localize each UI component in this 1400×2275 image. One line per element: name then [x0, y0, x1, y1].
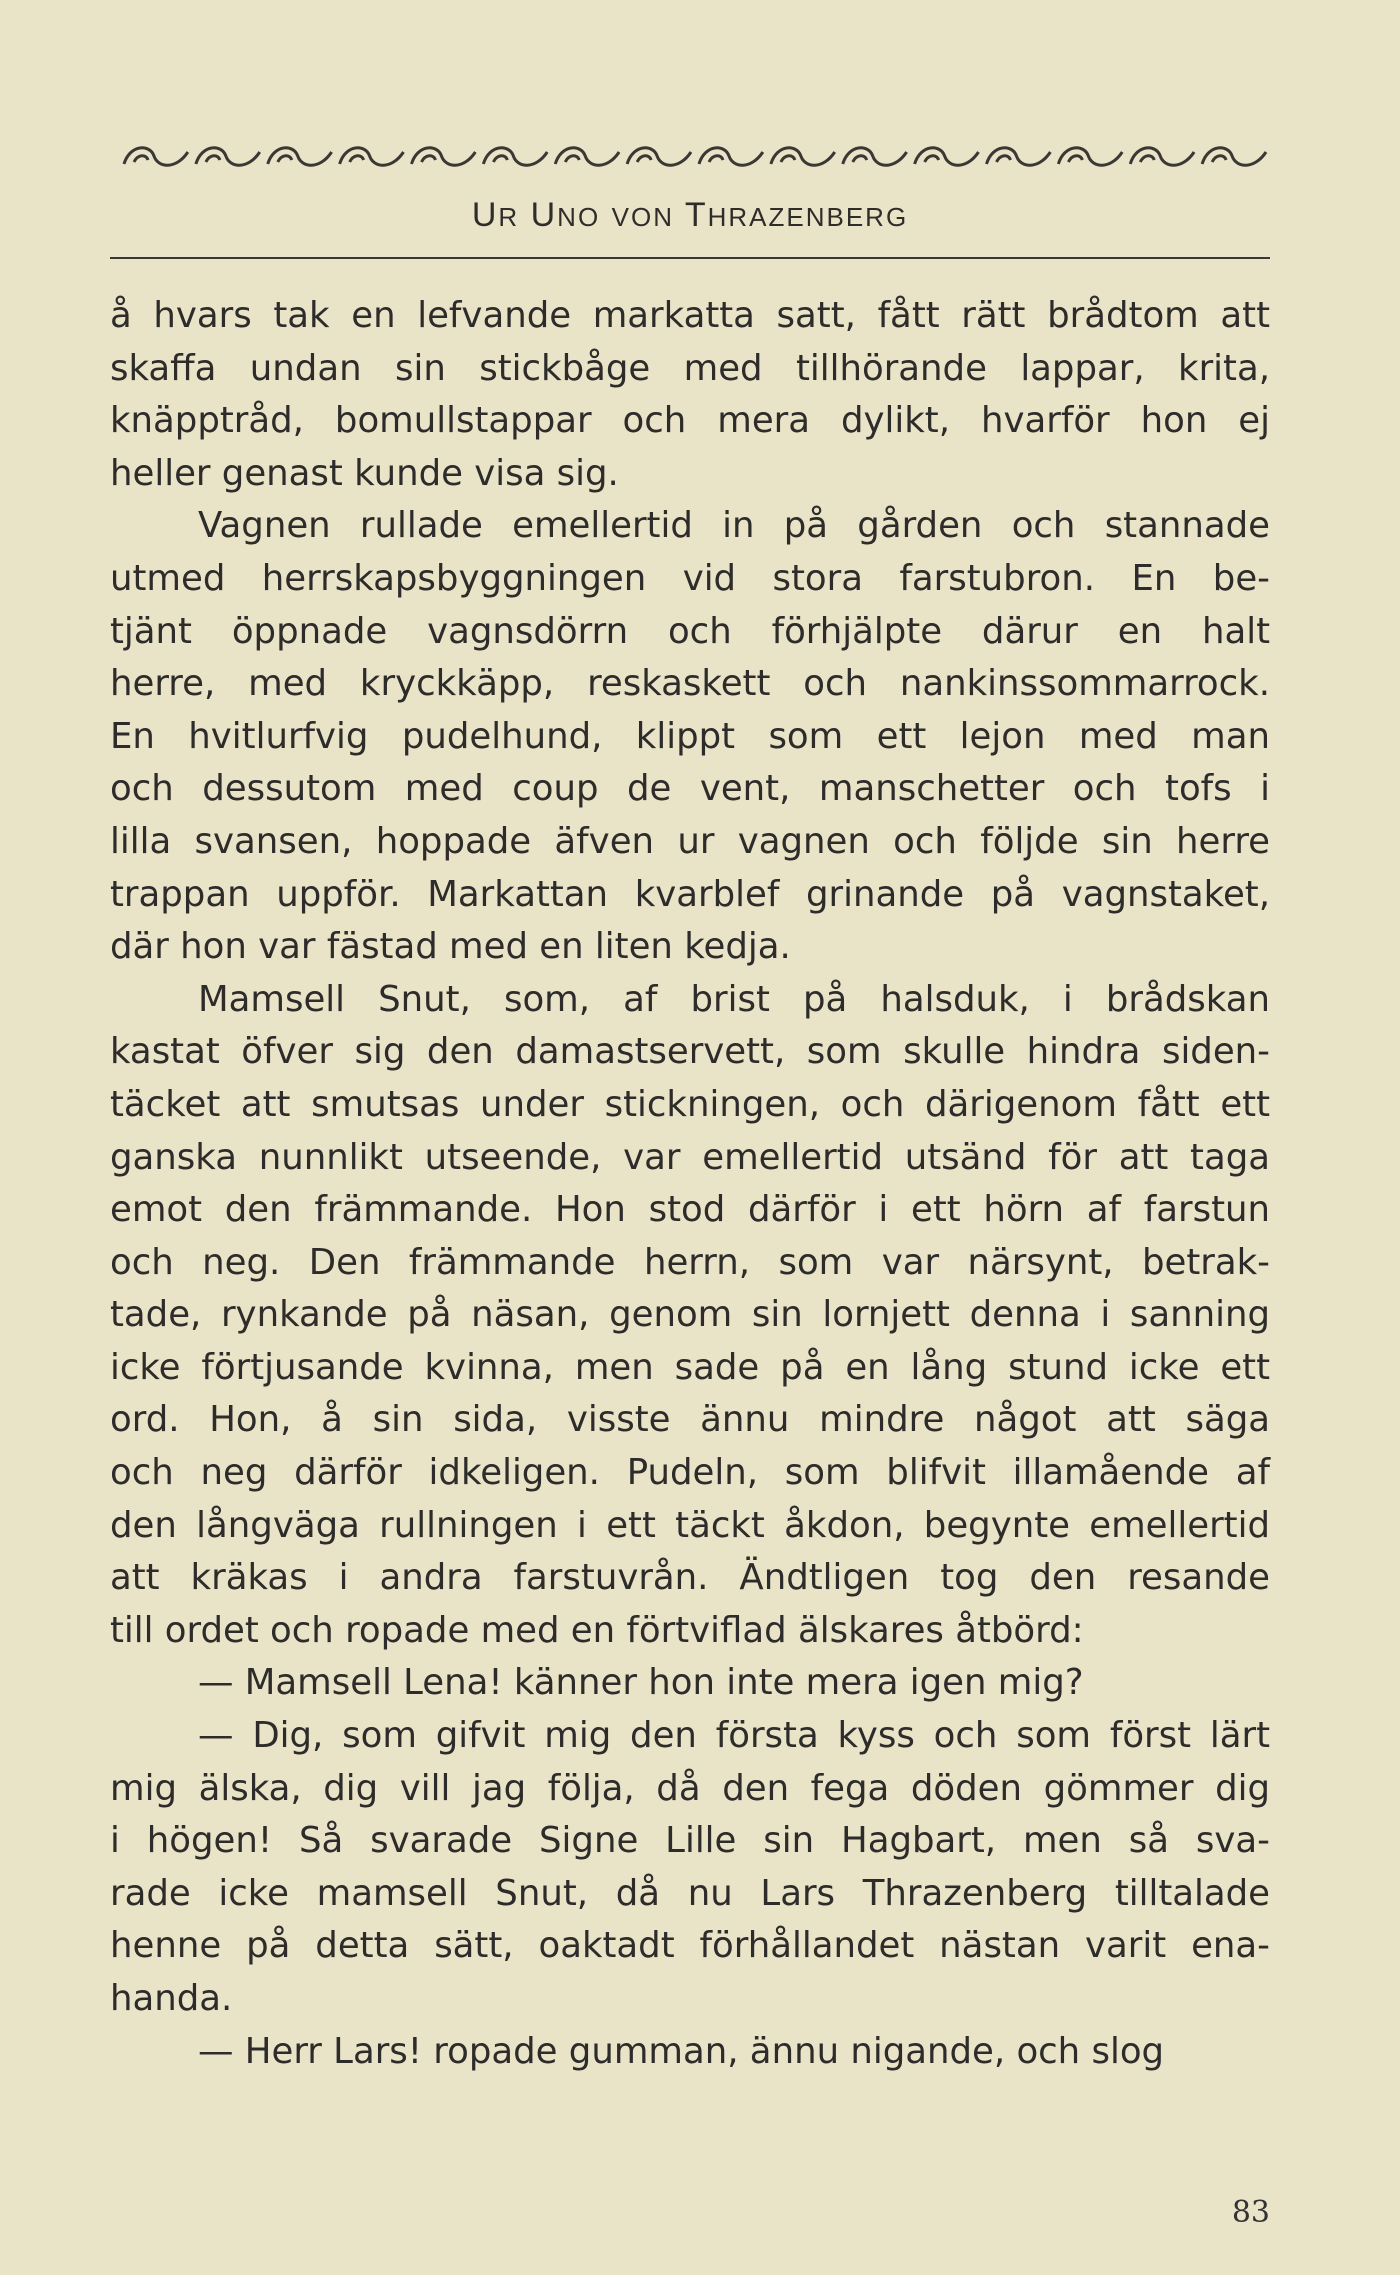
text-line: i högen! Så svarade Signe Lille sin Hagbart, men så sva-: [110, 1820, 1270, 1862]
running-head: [110, 196, 1270, 235]
text-line: handa.: [110, 1978, 233, 2019]
text-line: den långväga rullningen i ett täckt åkdon, begynte emellertid: [110, 1504, 1270, 1546]
text-line: till ordet och ropade med en förtviflad älskares åtbörd:: [110, 1609, 1084, 1651]
text-line: och neg. Den främmande herrn, som var närsynt, betrak-: [110, 1241, 1270, 1283]
ornament-scroll-icon: [987, 148, 1051, 165]
ornament-scroll-icon: [915, 148, 979, 165]
text-line: — Mamsell Lena! känner hon inte mera igen mig?: [198, 1662, 1084, 1704]
body-text: [110, 290, 1270, 2078]
text-line: och neg därför idkeligen. Pudeln, som blifvit illamående af: [110, 1452, 1270, 1494]
text-line: mig älska, dig vill jag följa, då den fega döden gömmer dig: [110, 1767, 1270, 1809]
running-head-part: NO: [557, 202, 601, 232]
text-line: ganska nunnlikt utseende, var emellertid utsänd för att taga: [110, 1136, 1270, 1178]
text-line: knäpptråd, bomullstappar och mera dylikt, hvarför hon ej: [110, 400, 1270, 442]
running-head-part: T: [684, 196, 708, 234]
text-line: heller genast kunde visa sig.: [110, 452, 619, 494]
text-line: täcket att smutsas under stickningen, och därigenom fått ett: [110, 1083, 1270, 1125]
text-line: icke förtjusande kvinna, men sade på en lång stund icke ett: [110, 1346, 1270, 1388]
page-number: 83: [1231, 2195, 1270, 2230]
text-line: å hvars tak en lefvande markatta satt, fått rätt brådtom att: [110, 295, 1270, 336]
ornament-scroll-icon: [1058, 148, 1122, 165]
text-line: där hon var fästad med en liten kedja.: [110, 926, 791, 968]
text-line: Mamsell Snut, som, af brist på halsduk, i brådskan: [198, 978, 1270, 1020]
ornament-scroll-icon: [340, 148, 404, 165]
ornament-scroll-icon: [627, 148, 691, 165]
text-line: ord. Hon, å sin sida, visste ännu mindre något att säga: [110, 1399, 1270, 1441]
running-head-part: VON: [611, 202, 674, 232]
ornament-scroll-icon: [555, 148, 619, 165]
running-head-part: U: [530, 196, 558, 234]
ornament-scroll-icon: [412, 148, 476, 165]
ornament-scroll-icon: [771, 148, 835, 165]
text-line: att kräkas i andra farstuvrån. Ändtligen tog den resande: [110, 1557, 1270, 1599]
ornament-border-icon: [120, 140, 1270, 176]
text-line: — Dig, som gifvit mig den första kyss och som först lärt: [198, 1715, 1270, 1757]
text-line: trappan uppför. Markattan kvarblef grinande på vagnstaket,: [110, 873, 1270, 915]
text-line: herre, med kryckkäpp, reskaskett och nankinssommarrock.: [110, 663, 1270, 705]
running-head-part: R: [498, 202, 520, 232]
ornament-scroll-icon: [268, 148, 332, 165]
header-rule: [110, 257, 1270, 259]
text-line: kastat öfver sig den damastservett, som skulle hindra siden-: [110, 1031, 1270, 1073]
ornament-scroll-icon: [699, 148, 763, 165]
text-line: skaffa undan sin stickbåge med tillhörande lappar, krita,: [110, 347, 1270, 389]
text-line: tade, rynkande på näsan, genom sin lornjett denna i sanning: [110, 1294, 1270, 1336]
ornament-scroll-icon: [196, 148, 260, 165]
text-line: utmed herrskapsbyggningen vid stora farstubron. En be-: [110, 557, 1270, 599]
text-line: tjänt öppnade vagnsdörrn och förhjälpte därur en halt: [110, 610, 1270, 652]
text-line: En hvitlurfvig pudelhund, klippt som ett lejon med man: [110, 715, 1270, 757]
running-head-part: HRAZENBERG: [707, 202, 909, 232]
ornament-scroll-icon: [1130, 148, 1194, 165]
text-line: rade icke mamsell Snut, då nu Lars Thrazenberg tilltalade: [110, 1872, 1270, 1914]
running-head-part: U: [471, 196, 499, 234]
ornament-scroll-icon: [483, 148, 547, 165]
text-line: emot den främmande. Hon stod därför i ett hörn af farstun: [110, 1189, 1270, 1231]
text-line: och dessutom med coup de vent, manschetter och tofs i: [110, 768, 1270, 810]
ornament-scroll-icon: [843, 148, 907, 165]
text-line: henne på detta sätt, oaktadt förhållandet nästan varit ena-: [110, 1925, 1270, 1967]
text-line: lilla svansen, hoppade äfven ur vagnen och följde sin herre: [110, 820, 1270, 862]
text-line: — Herr Lars! ropade gumman, ännu nigande, och slog: [198, 2030, 1165, 2072]
text-line: Vagnen rullade emellertid in på gården och stannade: [198, 505, 1270, 547]
ornament-scroll-icon: [1202, 148, 1266, 165]
ornament-scroll-icon: [124, 148, 188, 165]
